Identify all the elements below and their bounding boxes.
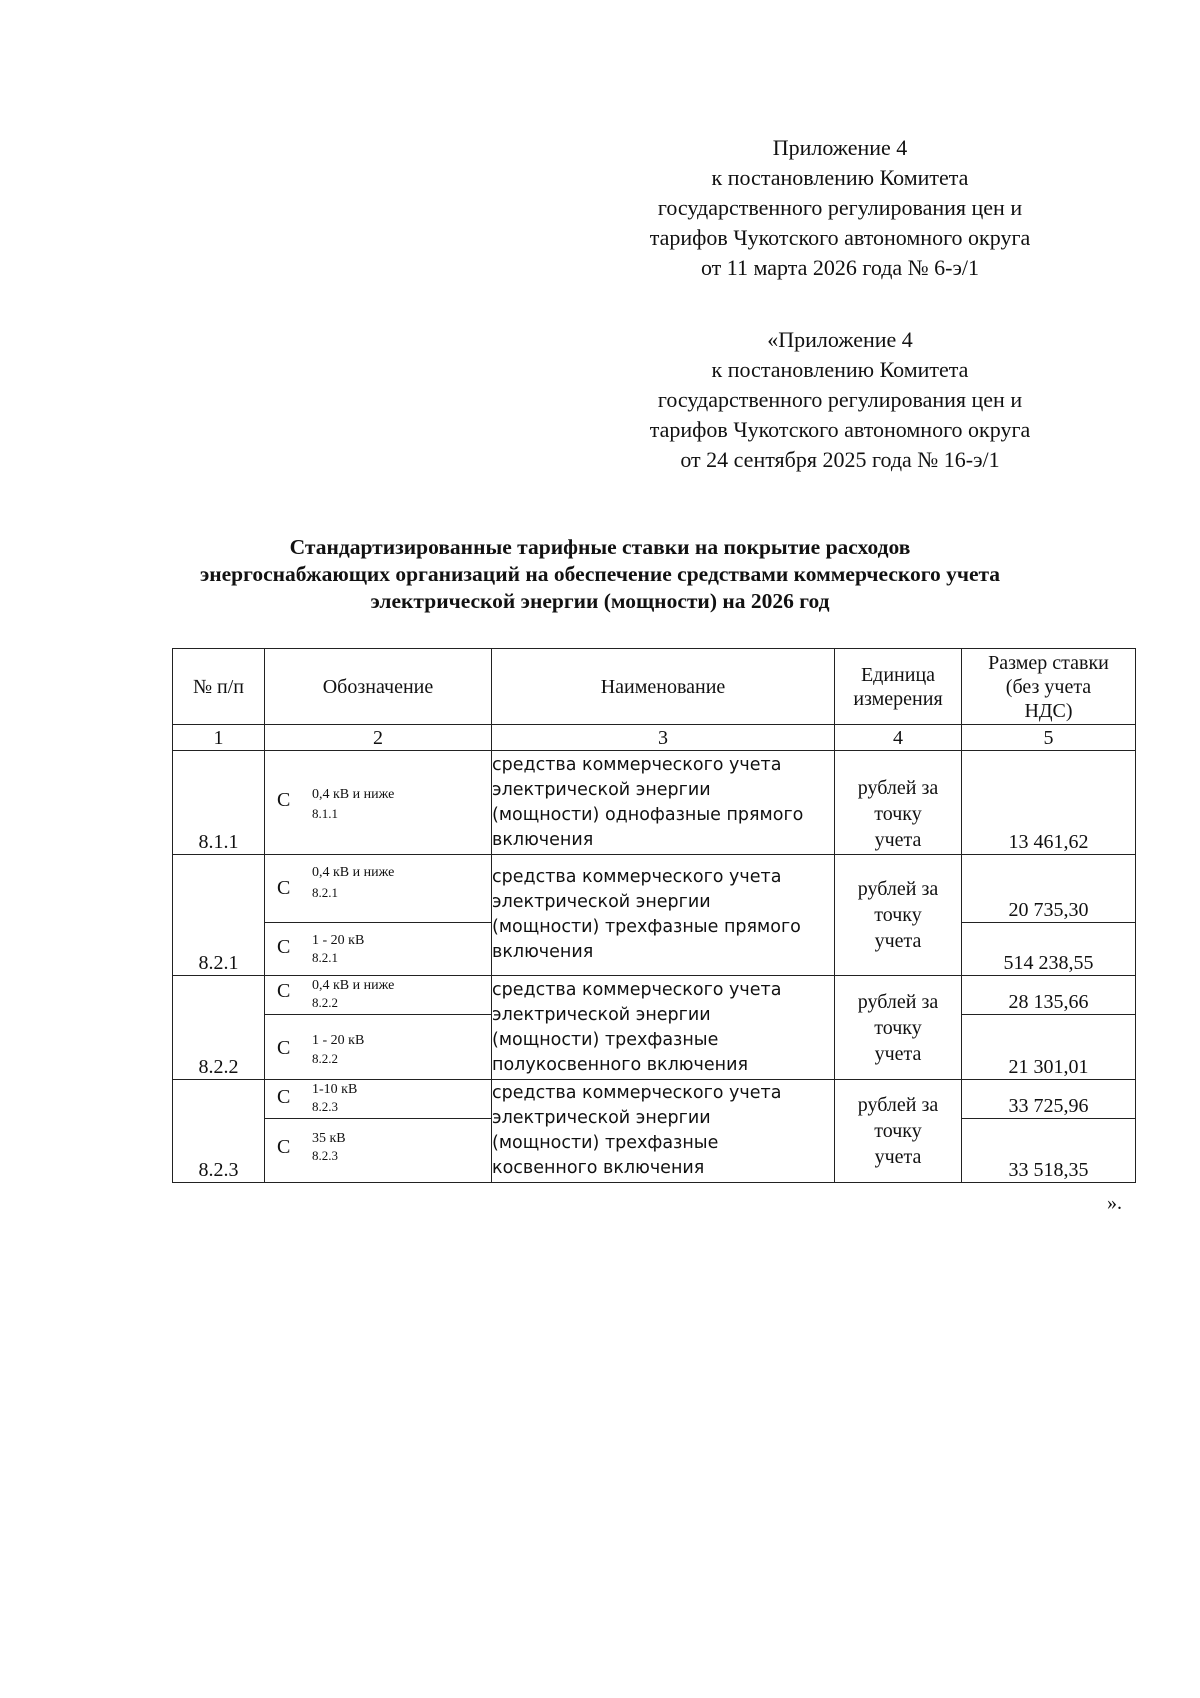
designation-cell [265,1015,492,1080]
row-number: 8.1.1 [173,751,265,855]
unit-line: точку [874,1120,922,1142]
designation-symbol: С [277,789,291,811]
description-line: электрической энергии [492,779,711,800]
appendix-text: к постановлению Комитета [711,165,969,190]
description-line: (мощности) однофазные прямого [492,804,804,825]
title-line: электрической энергии (мощности) на 2026 год [370,589,830,613]
unit-line: учета [874,829,922,851]
description-line: (мощности) трехфазные [492,1029,719,1050]
designation-symbol: С [277,936,291,958]
appendix-text: к постановлению Комитета [711,357,969,382]
appendix-date: от 24 сентября 2025 года № 16-э/1 [680,447,1000,472]
designation-cell [265,976,492,1015]
column-index: 5 [962,725,1136,751]
designation-symbol: С [277,1037,291,1059]
unit-line: учета [874,1042,922,1065]
designation-subindex: 8.2.1 [312,950,338,965]
header-row [173,649,1136,725]
description-line: включения [492,942,594,962]
description-line: (мощности) трехфазные прямого [492,917,801,937]
voltage-range: 0,4 кВ и ниже [312,787,395,802]
appendix-title: Приложение 4 [772,135,908,160]
designation-cell [265,923,492,976]
title-line: энергоснабжающих организаций на обеспечение средствами коммерческого учета [199,562,1001,586]
header-num: № п/п [173,649,265,725]
description-line: электрической энергии [492,892,711,912]
rate-value: 13 461,62 [962,751,1136,855]
voltage-range: 1-10 кВ [312,1082,358,1097]
description-line: средства коммерческого учета [492,979,782,1000]
designation-symbol: С [277,1086,291,1108]
header-unit-line: Единица [860,663,936,686]
description-line: (мощности) трехфазные [492,1133,719,1153]
description-line: средства коммерческого учета [492,1083,782,1103]
rate-value: 33 725,96 [962,1080,1136,1119]
unit-line: рублей за [857,1094,939,1116]
unit-line: точку [874,803,922,825]
unit-line: точку [874,904,922,926]
column-index: 2 [265,725,492,751]
description-line: средства коммерческого учета [492,867,782,887]
meter-description [492,751,835,855]
appendix-header-previous [600,325,1080,475]
unit-cell [835,855,962,976]
header-unit-line: измерения [853,687,943,710]
header-name: Наименование [492,649,835,725]
meter-description [492,1080,835,1183]
unit-cell [835,1080,962,1183]
column-index: 1 [173,725,265,751]
designation-subindex: 8.2.1 [312,885,338,900]
appendix-text: государственного регулирования цен и [657,195,1023,220]
header-unit [835,649,962,725]
rate-value: 33 518,35 [962,1119,1136,1183]
rate-value: 21 301,01 [962,1015,1136,1080]
table-row [173,1080,1136,1119]
designation-symbol: С [277,980,291,1002]
description-line: электрической энергии [492,1108,711,1128]
appendix-text: тарифов Чукотского автономного округа [649,225,1031,250]
designation-subindex: 8.1.1 [312,806,338,821]
unit-cell [835,751,962,855]
tariff-table [172,648,1136,1183]
description-line: средства коммерческого учета [492,754,782,775]
designation-symbol: С [277,1136,291,1158]
table-row [173,855,1136,923]
header-rate [962,649,1136,725]
unit-line: рублей за [857,777,939,799]
appendix-text: тарифов Чукотского автономного округа [649,417,1031,442]
voltage-range: 35 кВ [312,1131,346,1146]
column-index: 4 [835,725,962,751]
unit-line: точку [874,1016,922,1039]
description-line: включения [492,829,594,850]
designation-subindex: 8.2.2 [312,995,338,1010]
designation-cell [265,751,492,855]
designation-subindex: 8.2.2 [312,1051,338,1066]
designation-cell [265,1119,492,1183]
designation-subindex: 8.2.3 [312,1148,338,1163]
voltage-range: 1 - 20 кВ [312,1033,365,1048]
header-designation: Обозначение [265,649,492,725]
column-index: 3 [492,725,835,751]
voltage-range: 0,4 кВ и ниже [312,978,395,993]
unit-line: рублей за [857,878,939,900]
description-line: косвенного включения [492,1158,705,1178]
unit-cell [835,976,962,1080]
unit-line: учета [874,1146,922,1168]
rate-value: 20 735,30 [962,855,1136,923]
appendix-date: от 11 марта 2026 года № 6-э/1 [700,255,980,280]
designation-symbol: С [277,877,291,899]
header-rate-line: Размер ставки [988,651,1109,674]
document-title [150,534,1050,615]
description-line: электрической энергии [492,1004,711,1025]
row-number: 8.2.2 [173,976,265,1080]
header-rate-line: НДС) [1024,699,1073,722]
closing-quote: ». [1107,1192,1122,1214]
meter-description [492,855,835,976]
rate-value: 28 135,66 [962,976,1136,1015]
row-number: 8.2.3 [173,1080,265,1183]
designation-cell [265,1080,492,1119]
appendix-title: «Приложение 4 [767,327,913,352]
description-line: полукосвенного включения [492,1054,748,1075]
meter-description [492,976,835,1080]
title-line: Стандартизированные тарифные ставки на покрытие расходов [289,535,911,559]
table-row [173,751,1136,855]
designation-subindex: 8.2.3 [312,1099,338,1114]
row-number: 8.2.1 [173,855,265,976]
voltage-range: 0,4 кВ и ниже [312,865,395,880]
voltage-range: 1 - 20 кВ [312,933,365,948]
rate-value: 514 238,55 [962,923,1136,976]
unit-line: рублей за [857,990,939,1013]
header-rate-line: (без учета [1005,675,1092,698]
column-index-row [173,725,1136,751]
unit-line: учета [874,930,922,952]
appendix-text: государственного регулирования цен и [657,387,1023,412]
table-row [173,976,1136,1015]
designation-cell [265,855,492,923]
appendix-header-current [600,133,1080,283]
